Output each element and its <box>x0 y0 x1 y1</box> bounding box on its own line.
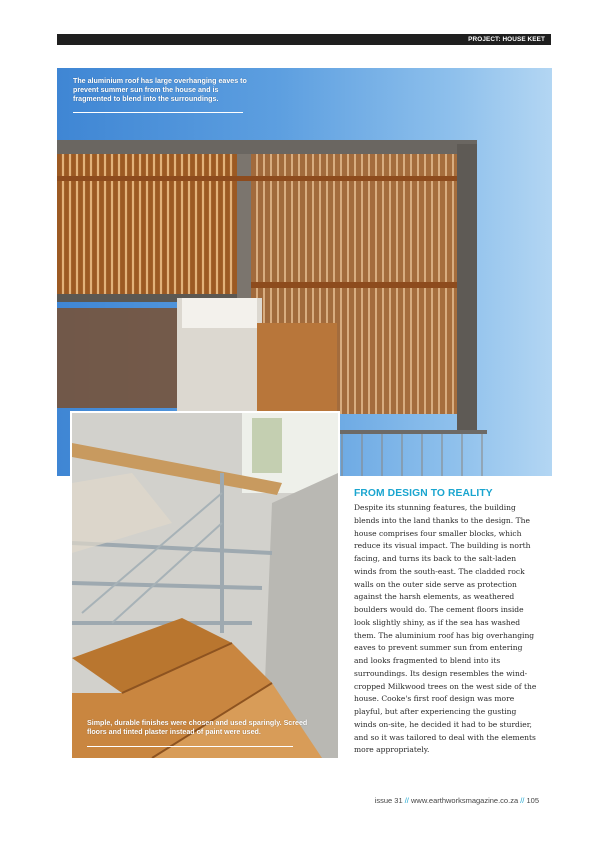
website-link[interactable]: www.earthworksmagazine.co.za <box>410 796 519 805</box>
inset-photo-caption: Simple, durable finishes were chosen and used sparingly. Screed floors and tinted plaster instead of paint were used. <box>87 719 308 736</box>
footer-separator: // <box>520 796 525 805</box>
issue-number: issue 31 <box>374 796 403 805</box>
project-label: PROJECT: HOUSE KEET <box>468 36 545 43</box>
article-body: Despite its stunning features, the building blends into the land thanks to the design. The house comprises four smaller blocks, which reduce its visual impact. The building is north facing, and turns its back to the salt-laden winds from the south-east. The cladded rock walls on the outer side serve as protection against the harsh elements, as weathered boulders would do. The cement floors inside look slightly shiny, as if the sea has washed them. The aluminium roof has big overhanging eaves to prevent summer sun from entering and looks fragmented to blend into its surroundings. Its design resembles the wind-cropped Milkwood trees on the west side of the house. Cooke's first roof design was more playful, but after experiencing the gusting winds on-site, he decided it had to be sturdier, and so it was tailored to deal with the elements more appropriately. <box>354 503 537 755</box>
inset-caption-rule <box>87 746 293 747</box>
main-caption-rule <box>73 112 243 113</box>
inset-photo <box>70 411 340 760</box>
article-heading: FROM DESIGN TO REALITY <box>354 488 493 499</box>
page-number: 105 <box>526 796 539 805</box>
page-footer <box>375 796 539 805</box>
inset-photo-illustration <box>72 413 338 758</box>
header-bar <box>57 34 551 45</box>
main-photo-caption: The aluminium roof has large overhanging eaves to prevent summer sun from the house and is fragmented to blend into the surroundings. <box>73 77 247 103</box>
footer-separator: // <box>404 796 409 805</box>
